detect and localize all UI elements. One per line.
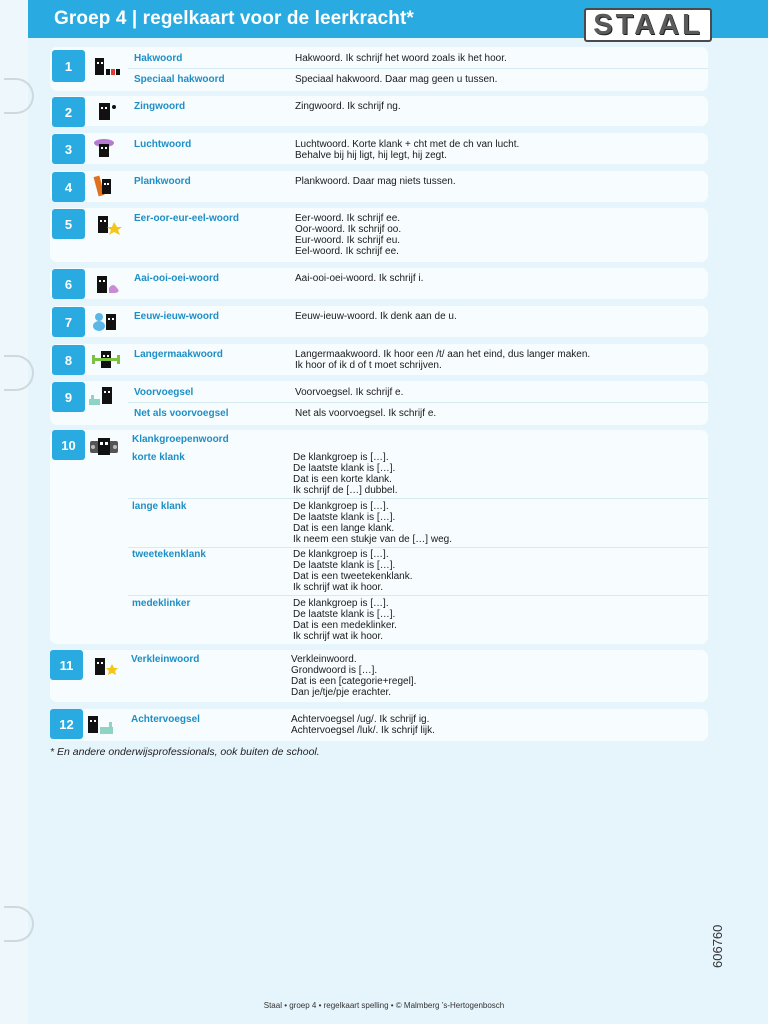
rule-heading: Klankgroepenwoord <box>132 434 229 445</box>
rule-term: lange klank <box>132 501 187 512</box>
rule-term: tweetekenklank <box>132 549 206 560</box>
rule-number: 3 <box>52 134 85 164</box>
rule-term: Luchtwoord <box>134 139 192 150</box>
rule-text: Voorvoegsel. Ik schrijf e. <box>295 387 404 398</box>
rule-text: De klankgroep is […]. De laatste klank is […]. Dat is een tweetekenklank. Ik schrijf wat ik hoor. <box>293 549 413 593</box>
achtervoegsel-icon <box>86 714 116 736</box>
rule-number: 8 <box>52 345 85 375</box>
divider <box>128 402 708 403</box>
langer-icon <box>91 349 121 371</box>
rule-term: Aai-ooi-oei-woord <box>134 273 219 284</box>
rule-term: Achtervoegsel <box>131 714 200 725</box>
product-code: 606760 <box>710 924 725 968</box>
rule-term: Verkleinwoord <box>131 654 200 665</box>
divider <box>128 498 708 499</box>
lucht-icon <box>91 138 121 160</box>
rule-number: 2 <box>52 97 85 127</box>
rule-number: 10 <box>52 430 85 460</box>
hak-icon <box>93 56 123 78</box>
rule-text: Langermaakwoord. Ik hoor een /t/ aan het eind, dus langer maken. Ik hoor of ik d of t moet schrijven. <box>295 349 591 371</box>
rule-term: Langermaakwoord <box>134 349 223 360</box>
divider <box>128 595 708 596</box>
rule-text: Eeuw-ieuw-woord. Ik denk aan de u. <box>295 311 457 322</box>
footnote: * En andere onderwijsprofessionals, ook buiten de school. <box>50 746 320 758</box>
rule-number: 12 <box>50 709 83 739</box>
logo-text: STAAL <box>593 8 703 41</box>
rule-text: Plankwoord. Daar mag niets tussen. <box>295 176 456 187</box>
rule-number: 4 <box>52 172 85 202</box>
staal-logo <box>584 8 712 42</box>
rule-number: 11 <box>50 650 83 680</box>
rule-number: 7 <box>52 307 85 337</box>
rule-term: korte klank <box>132 452 185 463</box>
rule-number: 5 <box>52 209 85 239</box>
rule-text: Speciaal hakwoord. Daar mag geen u tussen. <box>295 74 498 85</box>
rule-text: Luchtwoord. Korte klank + cht met de ch van lucht. Behalve bij hij ligt, hij legt, hij zegt. <box>295 139 520 161</box>
klankgroep-icon <box>89 436 119 458</box>
rule-term: Speciaal hakwoord <box>134 74 225 85</box>
rule-term: Eer-oor-eur-eel-woord <box>134 213 240 224</box>
divider <box>128 547 708 548</box>
rule-text: De klankgroep is […]. De laatste klank is […]. Dat is een lange klank. Ik neem een stukje van de […] weg. <box>293 501 452 545</box>
rule-term: Net als voorvoegsel <box>134 408 229 419</box>
rule-term: Voorvoegsel <box>134 387 194 398</box>
rule-number: 6 <box>52 269 85 299</box>
rule-text: Aai-ooi-oei-woord. Ik schrijf i. <box>295 273 424 284</box>
rule-text: Net als voorvoegsel. Ik schrijf e. <box>295 408 437 419</box>
rule-text: Zingwoord. Ik schrijf ng. <box>295 101 401 112</box>
aai-icon <box>94 274 124 296</box>
rule-term: Eeuw-ieuw-woord <box>134 311 219 322</box>
rule-term: Hakwoord <box>134 53 183 64</box>
verklein-icon <box>92 656 122 678</box>
divider <box>128 68 708 69</box>
rule-text: Verkleinwoord. Grondwoord is […]. Dat is een [categorie+regel]. Dan je/tje/pje erachter. <box>291 654 417 698</box>
rule-term: Plankwoord <box>134 176 191 187</box>
eeuw-icon <box>91 311 121 333</box>
rule-number: 1 <box>52 50 85 82</box>
rule-text: Eer-woord. Ik schrijf ee. Oor-woord. Ik schrijf oo. Eur-woord. Ik schrijf eu. Eel-woord. Ik schrijf ee. <box>295 213 402 257</box>
rule-text: Achtervoegsel /ug/. Ik schrijf ig. Achtervoegsel /luk/. Ik schrijf lijk. <box>291 714 435 736</box>
rule-term: medeklinker <box>132 598 191 609</box>
voorvoegsel-icon <box>88 385 118 407</box>
footer-credit: Staal • groep 4 • regelkaart spelling • © Malmberg ’s-Hertogenbosch <box>263 1001 505 1010</box>
rule-text: De klankgroep is […]. De laatste klank is […]. Dat is een medeklinker. Ik schrijf wat ik hoor. <box>293 598 397 642</box>
rule-text: De klankgroep is […]. De laatste klank is […]. Dat is een korte klank. Ik schrijf de […] dubbel. <box>293 452 398 496</box>
rule-term: Zingwoord <box>134 101 186 112</box>
eer-icon <box>94 214 124 236</box>
rule-text: Hakwoord. Ik schrijf het woord zoals ik het hoor. <box>295 53 507 64</box>
plank-icon <box>92 175 122 197</box>
rule-number: 9 <box>52 382 85 412</box>
zing-icon <box>93 101 123 123</box>
page-title: Groep 4 | regelkaart voor de leerkracht* <box>54 8 414 29</box>
